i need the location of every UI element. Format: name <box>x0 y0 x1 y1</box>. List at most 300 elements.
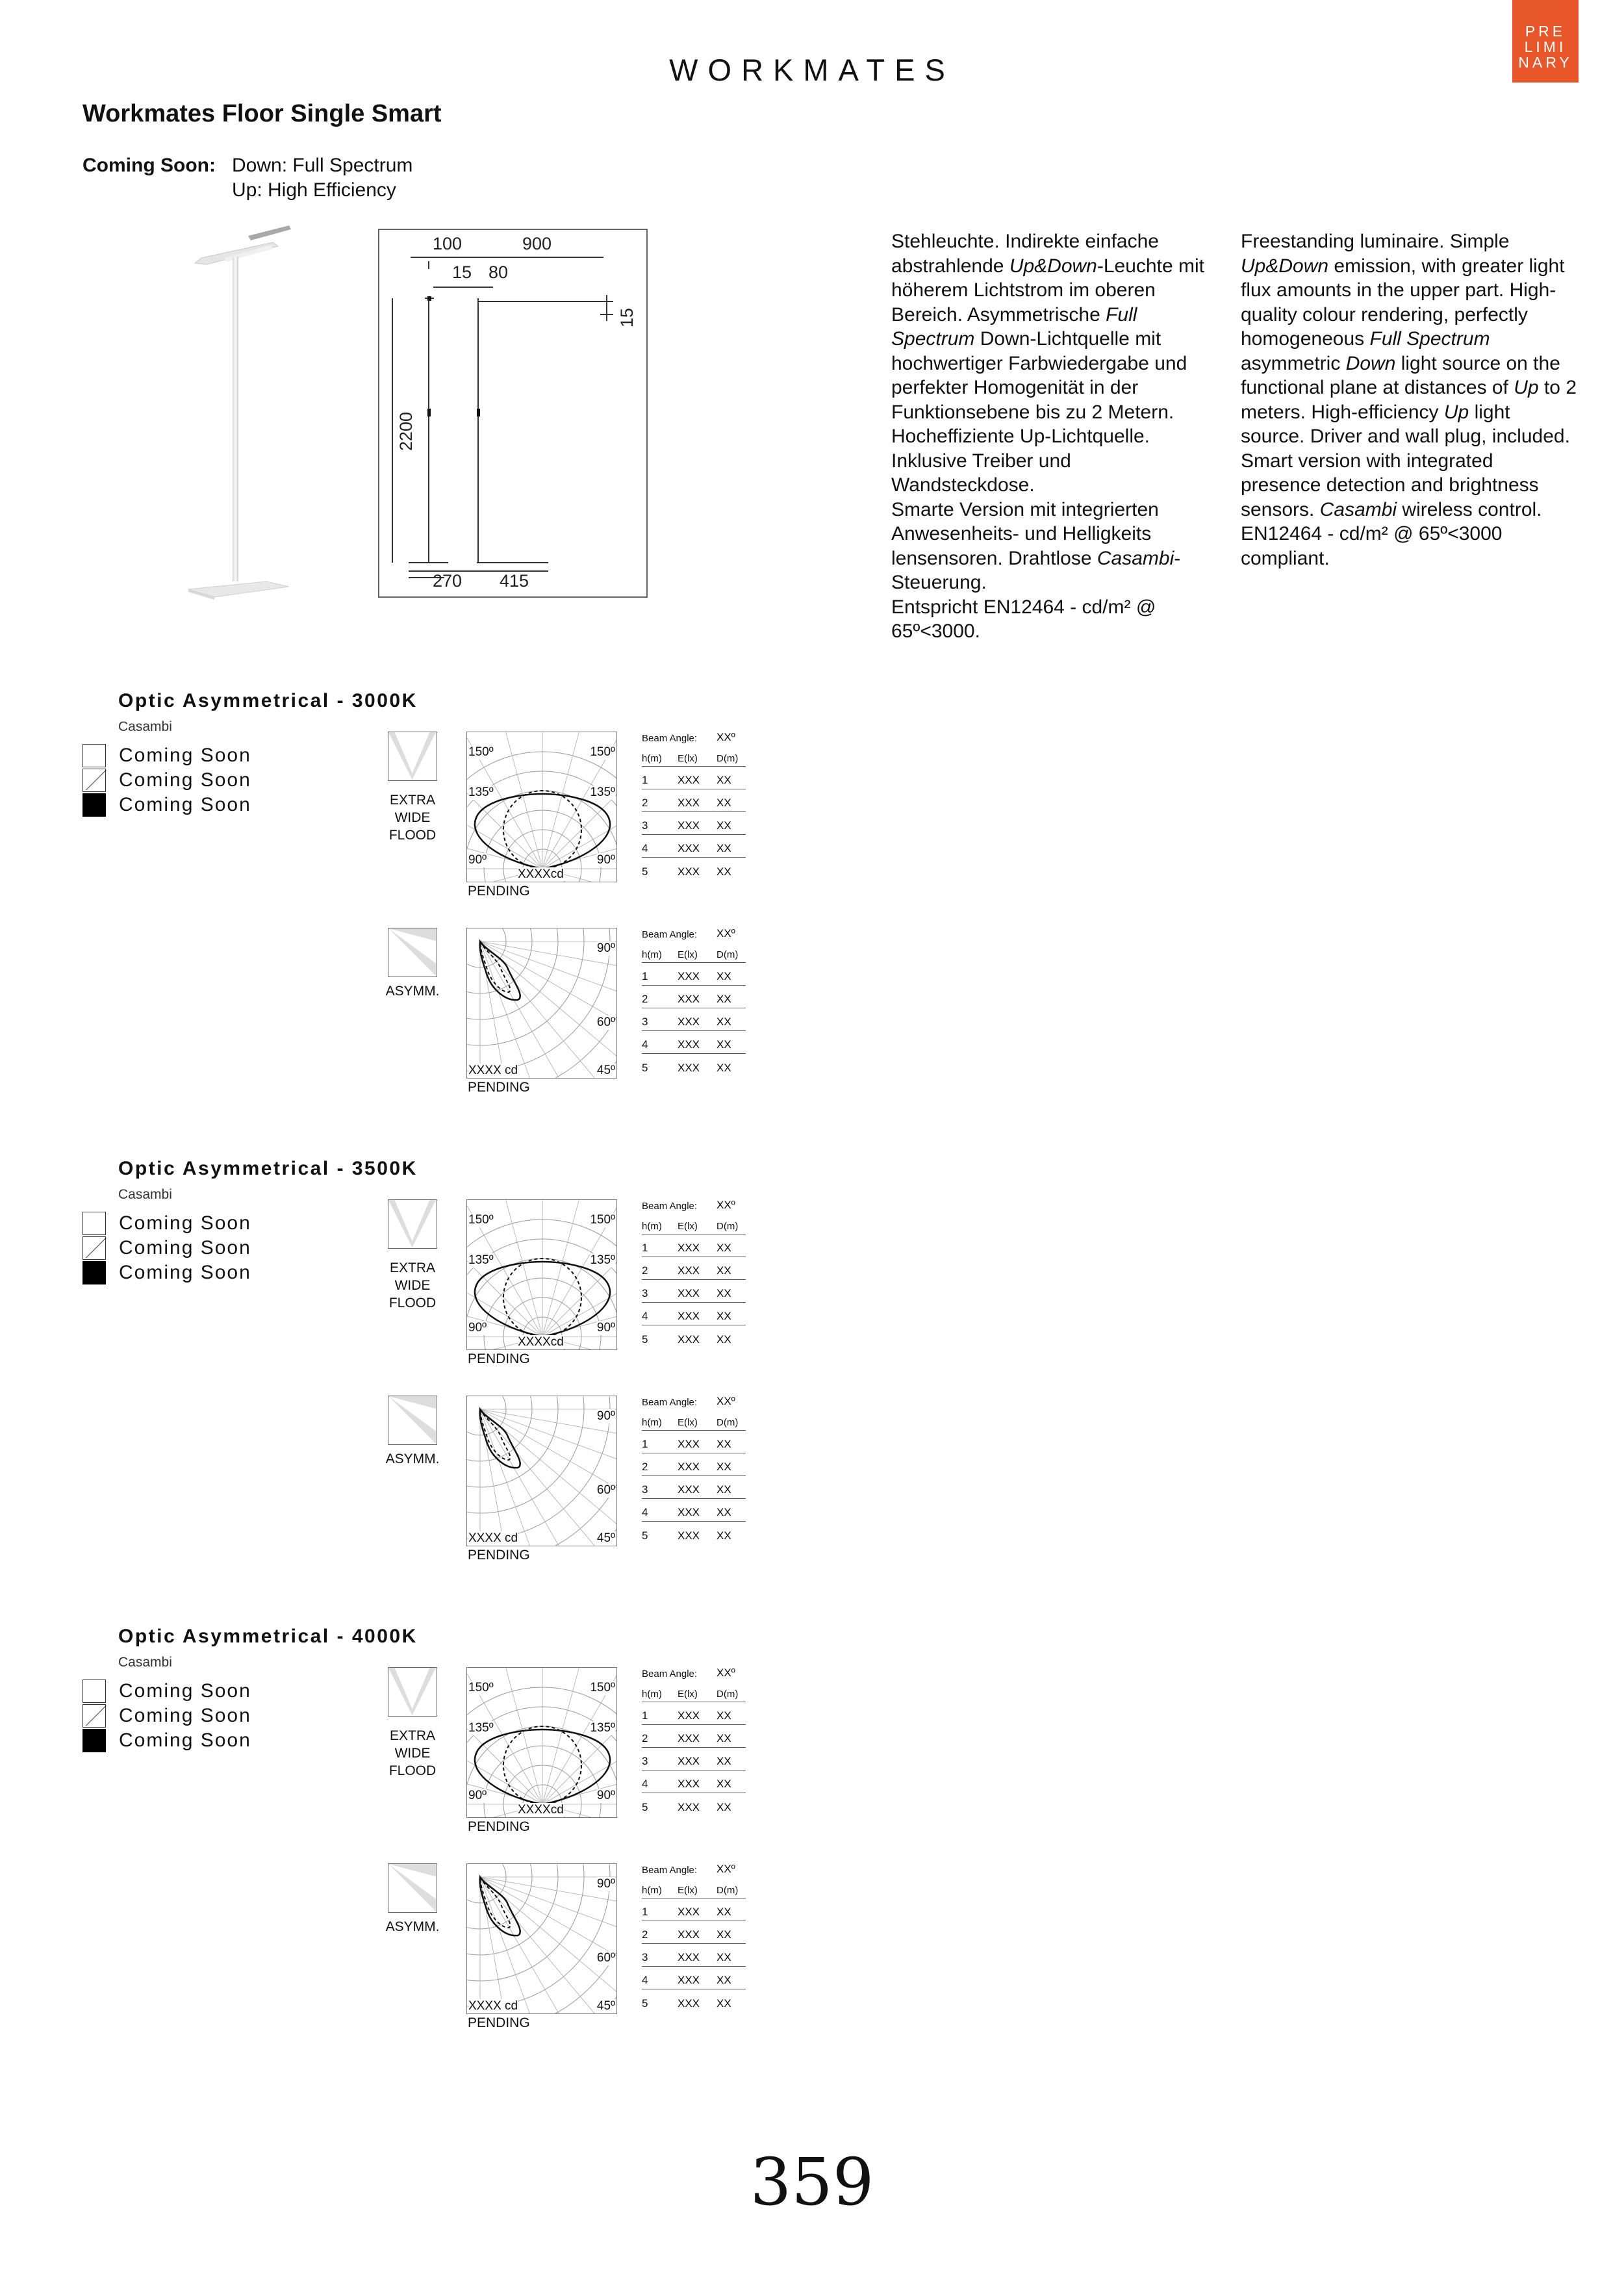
table-cell: XX <box>717 1709 731 1722</box>
list-item <box>82 1211 251 1236</box>
description-text: Full Spectrum <box>1369 328 1490 350</box>
description-text: Entspricht EN12464 - cd/m² @ 65º<3000. <box>891 596 1156 642</box>
description-text: Freestanding luminaire. Simple <box>1241 231 1510 252</box>
table-cell: 3 <box>642 1951 648 1963</box>
table-cell: XXX <box>678 1801 700 1813</box>
angle-label: 90º <box>596 1789 615 1802</box>
optic-label: EXTRA WIDE FLOOD <box>388 1728 437 1778</box>
table-cell: XXX <box>678 1709 700 1722</box>
pending-label: PENDING <box>468 1819 530 1834</box>
table-header-cell: D(m) <box>717 1417 739 1428</box>
angle-label: 90º <box>468 853 487 867</box>
beam-angle-label: Beam Angle: <box>642 1397 698 1408</box>
description-text: -Steuerung. <box>891 547 1181 593</box>
table-cell: 2 <box>642 993 648 1005</box>
table-cell: XXX <box>678 1483 700 1496</box>
asymmetric-optic-icon <box>388 1396 437 1445</box>
table-cell: XXX <box>678 842 700 854</box>
table-row <box>642 1522 746 1544</box>
table-header-cell: D(m) <box>717 1221 739 1232</box>
table-cell: XX <box>717 1333 731 1346</box>
table-row <box>642 1476 746 1499</box>
table-cell: XX <box>717 1778 731 1790</box>
table-cell: 5 <box>642 1997 648 2010</box>
angle-label: 90º <box>596 1409 615 1423</box>
pending-label: PENDING <box>468 2015 530 2030</box>
description-text: Casambi <box>1319 498 1397 520</box>
table-cell: XXX <box>678 1529 700 1542</box>
table-cell: 2 <box>642 1264 648 1277</box>
table-header-cell: D(m) <box>717 753 739 764</box>
swatch-box <box>82 1236 106 1260</box>
description-text: -Leuchte mit höherem Lichtstrom im oberen Bereich. Asymmetrische <box>891 255 1204 326</box>
table-cell: XXX <box>678 1038 700 1051</box>
table-header-row <box>642 1878 746 1898</box>
table-cell: XX <box>717 797 731 809</box>
table-cell: 1 <box>642 970 648 982</box>
dim-415: 415 <box>500 571 529 591</box>
list-item <box>82 1704 251 1728</box>
polar-diagram-flood <box>466 732 617 882</box>
table-header-cell: h(m) <box>642 1221 662 1232</box>
asymmetric-optic-icon <box>388 1863 437 1913</box>
lux-table <box>642 1194 746 1348</box>
list-item <box>82 1260 251 1285</box>
table-header-row <box>642 746 746 767</box>
coming-soon-list <box>82 1211 251 1285</box>
swatch-box <box>82 1704 106 1728</box>
table-header-cell: E(lx) <box>678 1689 698 1700</box>
candela-label: XXXX cd <box>468 1531 518 1545</box>
table-cell: XXX <box>678 1906 700 1918</box>
optic-label: ASYMM. <box>385 1919 440 1934</box>
table-cell: XXX <box>678 819 700 832</box>
table-cell: 5 <box>642 1333 648 1346</box>
description-text: wireless control. <box>1397 498 1542 520</box>
table-cell: XX <box>717 1483 731 1496</box>
table-row <box>642 986 746 1008</box>
table-cell: XXX <box>678 1242 700 1254</box>
table-cell: 1 <box>642 1906 648 1918</box>
table-header-cell: E(lx) <box>678 1221 698 1232</box>
optic-label: ASYMM. <box>385 984 440 999</box>
section-title: Optic Asymmetrical - 3000K <box>118 690 418 711</box>
table-row <box>642 1054 746 1077</box>
table-header-cell: h(m) <box>642 1885 662 1896</box>
description-text: Smart version with integrated presence detection and brightness sensors. <box>1241 450 1539 520</box>
table-header-cell: D(m) <box>717 949 739 960</box>
beam-angle-row <box>642 1858 746 1878</box>
polar-diagram-asymmetric <box>466 1396 617 1546</box>
lux-table <box>642 1662 746 1816</box>
dimension-lines <box>379 230 649 599</box>
angle-label: 135º <box>590 786 615 799</box>
coming-soon-up: Up: High Efficiency <box>232 179 396 201</box>
table-cell: XX <box>717 1016 731 1028</box>
section-subtitle: Casambi <box>118 1187 172 1202</box>
swatch-box <box>82 744 106 767</box>
table-cell: 2 <box>642 797 648 809</box>
beam-angle-label: Beam Angle: <box>642 733 698 744</box>
table-header-cell: E(lx) <box>678 1885 698 1896</box>
table-row <box>642 1303 746 1325</box>
pending-label: PENDING <box>468 1080 530 1095</box>
table-row <box>642 1921 746 1944</box>
angle-label: 90º <box>468 1789 487 1802</box>
table-cell: 4 <box>642 1778 648 1790</box>
table-cell: XX <box>717 1287 731 1299</box>
table-cell: XX <box>717 993 731 1005</box>
table-cell: XXX <box>678 1951 700 1963</box>
list-item <box>82 1679 251 1704</box>
angle-label: 45º <box>596 1531 615 1545</box>
list-item <box>82 743 251 768</box>
swatch-box <box>82 1729 106 1752</box>
table-cell: XX <box>717 1529 731 1542</box>
table-row <box>642 812 746 835</box>
table-cell: 1 <box>642 1709 648 1722</box>
table-header-cell: h(m) <box>642 1417 662 1428</box>
beam-angle-value: XXº <box>717 731 735 743</box>
description-text: Down-Lichtquelle mit hochwertiger Farbwiedergabe und perfekter Homogenität in der Funktionsebene bis zu 2 Metern. Hocheffiziente Up-Lichtquelle. Inklusive Treiber und Wandsteckdose. <box>891 328 1187 496</box>
table-row <box>642 767 746 789</box>
table-cell: XXX <box>678 1062 700 1074</box>
section-subtitle: Casambi <box>118 719 172 734</box>
table-cell: XXX <box>678 797 700 809</box>
table-row <box>642 1748 746 1770</box>
optic-label: EXTRA WIDE FLOOD <box>388 793 437 843</box>
table-cell: XXX <box>678 1333 700 1346</box>
beam-angle-value: XXº <box>717 1863 735 1875</box>
angle-label: 135º <box>468 786 494 799</box>
angle-label: 150º <box>468 745 494 759</box>
angle-label: 90º <box>596 853 615 867</box>
angle-label: 150º <box>468 1681 494 1694</box>
table-cell: XX <box>717 1732 731 1744</box>
table-row <box>642 835 746 858</box>
table-cell: XX <box>717 819 731 832</box>
table-header-cell: D(m) <box>717 1689 739 1700</box>
swatch-box <box>82 1212 106 1235</box>
table-cell: XXX <box>678 1016 700 1028</box>
beam-angle-value: XXº <box>717 1395 735 1407</box>
coming-soon-list <box>82 1679 251 1753</box>
description-german <box>891 229 1216 644</box>
badge-line: NARY <box>1518 54 1573 71</box>
dim-100: 100 <box>433 234 463 253</box>
coming-soon-label: Coming Soon: <box>82 155 216 176</box>
pending-label: PENDING <box>468 884 530 899</box>
dim-2200: 2200 <box>396 411 416 451</box>
table-row <box>642 1234 746 1257</box>
table-cell: XX <box>717 1506 731 1518</box>
beam-angle-value: XXº <box>717 1199 735 1211</box>
candela-label: XXXX cd <box>468 1999 518 2013</box>
table-cell: 2 <box>642 1732 648 1744</box>
angle-label: 45º <box>596 1999 615 2013</box>
table-cell: XXX <box>678 1310 700 1322</box>
beam-angle-label: Beam Angle: <box>642 1201 698 1212</box>
candela-label: XXXXcd <box>518 1803 564 1817</box>
lux-table <box>642 923 746 1077</box>
table-cell: XX <box>717 842 731 854</box>
description-text: Full Spectrum <box>891 303 1137 350</box>
table-cell: XXX <box>678 1287 700 1299</box>
description-text: Up <box>1514 377 1539 398</box>
table-cell: XX <box>717 1928 731 1941</box>
dimension-drawing <box>378 229 648 598</box>
table-row <box>642 1008 746 1031</box>
badge-line: LIMI <box>1524 38 1567 55</box>
polar-diagram-asymmetric <box>466 928 617 1079</box>
table-cell: XXX <box>678 865 700 878</box>
table-cell: 1 <box>642 1438 648 1450</box>
beam-angle-label: Beam Angle: <box>642 929 698 940</box>
list-item <box>82 793 251 817</box>
angle-label: 90º <box>596 1321 615 1335</box>
flood-optic-icon <box>388 732 437 781</box>
dim-15-side: 15 <box>617 307 637 327</box>
table-cell: 3 <box>642 1287 648 1299</box>
beam-angle-row <box>642 1662 746 1681</box>
flood-optic-icon <box>388 1667 437 1717</box>
table-cell: XX <box>717 1951 731 1963</box>
list-item <box>82 1728 251 1753</box>
description-text: Down <box>1345 352 1396 374</box>
coming-soon-down: Down: Full Spectrum <box>232 155 413 176</box>
table-cell: XX <box>717 1801 731 1813</box>
table-cell: XX <box>717 1997 731 2010</box>
table-cell: 5 <box>642 1062 648 1074</box>
lux-table <box>642 726 746 880</box>
badge-line: PRE <box>1525 23 1566 40</box>
table-cell: XX <box>717 1062 731 1074</box>
list-item-label: Coming Soon <box>119 745 251 766</box>
angle-label: 135º <box>590 1721 615 1735</box>
beam-angle-label: Beam Angle: <box>642 1668 698 1680</box>
dim-270: 270 <box>433 571 463 591</box>
dim-900: 900 <box>522 234 552 253</box>
lamp-product-image <box>175 218 312 607</box>
table-row <box>642 789 746 812</box>
table-cell: XX <box>717 970 731 982</box>
table-cell: 4 <box>642 842 648 854</box>
beam-angle-row <box>642 726 746 746</box>
beam-angle-row <box>642 1390 746 1410</box>
list-item <box>82 1236 251 1260</box>
lux-table <box>642 1390 746 1544</box>
beam-angle-row <box>642 1194 746 1214</box>
description-text: Up <box>1443 401 1469 423</box>
table-cell: 3 <box>642 1016 648 1028</box>
angle-label: 90º <box>468 1321 487 1335</box>
description-text: light source on the functional plane at distances of <box>1241 352 1560 398</box>
table-row <box>642 1702 746 1725</box>
coming-soon-list <box>82 743 251 817</box>
table-row <box>642 1967 746 1989</box>
table-header-row <box>642 1214 746 1234</box>
description-english <box>1241 229 1579 570</box>
angle-label: 150º <box>590 1213 615 1227</box>
dim-15: 15 <box>452 262 472 282</box>
polar-diagram-flood <box>466 1667 617 1818</box>
table-cell: XX <box>717 1461 731 1473</box>
table-header-cell: h(m) <box>642 1689 662 1700</box>
table-row <box>642 1499 746 1522</box>
table-cell: 3 <box>642 819 648 832</box>
list-item-label: Coming Soon <box>119 1705 251 1726</box>
description-text: Casambi <box>1097 547 1174 569</box>
pending-label: PENDING <box>468 1548 530 1563</box>
table-cell: 4 <box>642 1974 648 1986</box>
table-cell: 5 <box>642 865 648 878</box>
description-text: EN12464 - cd/m² @ 65º<3000 compliant. <box>1241 523 1503 569</box>
polar-diagram-asymmetric <box>466 1863 617 2014</box>
pending-label: PENDING <box>468 1351 530 1366</box>
table-cell: XXX <box>678 1778 700 1790</box>
list-item-label: Coming Soon <box>119 1730 251 1751</box>
angle-label: 135º <box>468 1253 494 1267</box>
swatch-box <box>82 1261 106 1284</box>
table-row <box>642 1770 746 1793</box>
table-row <box>642 1793 746 1816</box>
polar-grid <box>467 1864 617 2014</box>
page-number: 359 <box>750 2144 874 2220</box>
description-text: Up&Down <box>1009 255 1097 277</box>
section-title: Optic Asymmetrical - 4000K <box>118 1626 418 1647</box>
table-row <box>642 963 746 986</box>
asymmetric-optic-icon <box>388 928 437 977</box>
section-subtitle: Casambi <box>118 1655 172 1670</box>
description-text: Stehleuchte. Indirekte einfache abstrahlende <box>891 231 1159 277</box>
description-text: Up&Down <box>1241 255 1329 277</box>
table-cell: 4 <box>642 1038 648 1051</box>
preliminary-badge <box>1512 0 1579 83</box>
table-row <box>642 1989 746 2012</box>
description-text: emission, with greater light flux amounts in the upper part. High-quality colour rendering, perfectly homogeneous <box>1241 255 1565 350</box>
candela-label: XXXXcd <box>518 867 564 881</box>
table-cell: 5 <box>642 1529 648 1542</box>
angle-label: 135º <box>468 1721 494 1735</box>
swatch-box <box>82 1680 106 1703</box>
table-row <box>642 1280 746 1303</box>
polar-grid <box>467 928 617 1079</box>
table-cell: XX <box>717 1438 731 1450</box>
table-row <box>642 1431 746 1453</box>
angle-label: 150º <box>590 1681 615 1694</box>
table-header-cell: h(m) <box>642 949 662 960</box>
table-cell: XX <box>717 1264 731 1277</box>
table-cell: 1 <box>642 774 648 786</box>
table-row <box>642 1325 746 1348</box>
polar-grid <box>467 1396 617 1546</box>
angle-label: 150º <box>468 1213 494 1227</box>
angle-label: 90º <box>596 1877 615 1891</box>
table-cell: XX <box>717 1242 731 1254</box>
list-item-label: Coming Soon <box>119 794 251 815</box>
table-cell: XXX <box>678 774 700 786</box>
table-cell: XX <box>717 1755 731 1767</box>
table-cell: XXX <box>678 1997 700 2010</box>
angle-label: 60º <box>596 1016 615 1029</box>
table-cell: XX <box>717 1974 731 1986</box>
polar-diagram-flood <box>466 1199 617 1350</box>
table-row <box>642 1898 746 1921</box>
list-item-label: Coming Soon <box>119 1212 251 1234</box>
table-cell: XXX <box>678 1264 700 1277</box>
table-cell: XXX <box>678 1755 700 1767</box>
table-cell: 4 <box>642 1310 648 1322</box>
beam-angle-label: Beam Angle: <box>642 1865 698 1876</box>
candela-label: XXXX cd <box>468 1064 518 1077</box>
table-cell: XXX <box>678 1506 700 1518</box>
description-text: asymmetric <box>1241 352 1346 374</box>
table-row <box>642 1944 746 1967</box>
table-cell: 1 <box>642 1242 648 1254</box>
table-cell: XXX <box>678 993 700 1005</box>
table-cell: XX <box>717 1038 731 1051</box>
table-cell: XX <box>717 1310 731 1322</box>
description-text: Smarte Version mit integrierten Anwesenheits- und Helligkeits lensensoren. Drahtlose <box>891 498 1159 569</box>
section-title: Optic Asymmetrical - 3500K <box>118 1158 418 1179</box>
table-cell: XXX <box>678 1928 700 1941</box>
table-cell: XX <box>717 774 731 786</box>
table-cell: XXX <box>678 970 700 982</box>
table-header-cell: h(m) <box>642 753 662 764</box>
list-item-label: Coming Soon <box>119 1680 251 1702</box>
table-cell: 2 <box>642 1461 648 1473</box>
angle-label: 45º <box>596 1064 615 1077</box>
brand-title: WORKMATES <box>669 53 955 87</box>
list-item-label: Coming Soon <box>119 1262 251 1283</box>
table-cell: 5 <box>642 1801 648 1813</box>
table-cell: XX <box>717 1906 731 1918</box>
table-cell: XXX <box>678 1461 700 1473</box>
table-header-cell: E(lx) <box>678 753 698 764</box>
table-row <box>642 1257 746 1280</box>
optic-label: EXTRA WIDE FLOOD <box>388 1260 437 1310</box>
table-row <box>642 1725 746 1748</box>
table-cell: 3 <box>642 1483 648 1496</box>
angle-label: 150º <box>590 745 615 759</box>
table-cell: 3 <box>642 1755 648 1767</box>
beam-angle-value: XXº <box>717 927 735 939</box>
swatch-box <box>82 793 106 817</box>
table-row <box>642 1031 746 1054</box>
table-header-cell: D(m) <box>717 1885 739 1896</box>
lux-table <box>642 1858 746 2012</box>
description-text: light source. Driver and wall plug, included. <box>1241 401 1570 447</box>
optic-label: ASYMM. <box>385 1451 440 1466</box>
angle-label: 90º <box>596 941 615 955</box>
description-text: to 2 meters. High-efficiency <box>1241 377 1577 423</box>
table-header-row <box>642 1681 746 1702</box>
table-cell: XX <box>717 865 731 878</box>
angle-label: 60º <box>596 1951 615 1965</box>
table-cell: 4 <box>642 1506 648 1518</box>
list-item <box>82 768 251 793</box>
table-row <box>642 858 746 880</box>
angle-label: 135º <box>590 1253 615 1267</box>
list-item-label: Coming Soon <box>119 1237 251 1258</box>
table-cell: XXX <box>678 1974 700 1986</box>
angle-label: 60º <box>596 1483 615 1497</box>
list-item-label: Coming Soon <box>119 769 251 791</box>
flood-optic-icon <box>388 1199 437 1249</box>
beam-angle-value: XXº <box>717 1667 735 1679</box>
swatch-box <box>82 769 106 792</box>
table-cell: XXX <box>678 1732 700 1744</box>
